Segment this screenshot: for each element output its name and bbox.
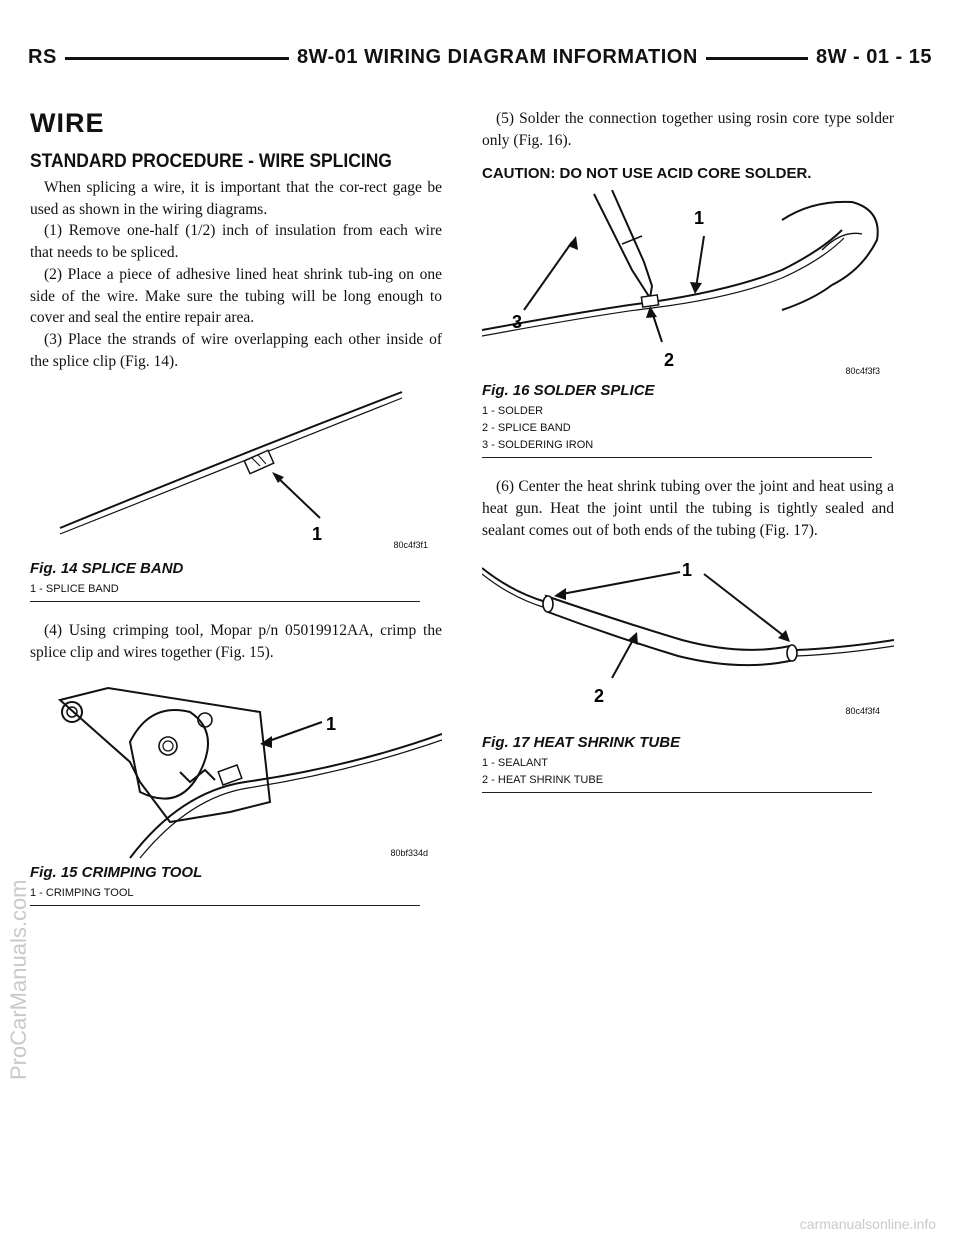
figure-caption: Fig. 17 HEAT SHRINK TUBE [482, 733, 681, 751]
splice-band-illustration [30, 378, 442, 558]
footer-watermark: carmanualsonline.info [799, 1216, 936, 1232]
header-model-code: RS [28, 46, 65, 69]
right-column [482, 108, 894, 793]
callout-1: 1 [694, 208, 705, 229]
header-page-number: 8W - 01 - 15 [808, 46, 932, 69]
legend-item: 1 - SOLDER [482, 405, 544, 418]
step-4: (4) Using crimping tool, Mopar p/n 05019912AA, crimp the splice clip and wires together (Fig. 15). [30, 622, 442, 662]
figure-14 [30, 378, 442, 602]
intro-paragraph: When splicing a wire, it is important that the cor-rect gage be used as shown in the wiring diagrams. [30, 179, 442, 218]
callout-2: 2 [594, 685, 605, 706]
heat-shrink-tube-illustration [482, 552, 894, 732]
figure-16 [482, 190, 894, 458]
legend-item: 1 - CRIMPING TOOL [30, 886, 134, 899]
crimping-tool-illustration [30, 672, 442, 862]
solder-splice-illustration [482, 190, 894, 380]
caution-note: CAUTION: DO NOT USE ACID CORE SOLDER. [482, 165, 812, 183]
figure-15 [30, 672, 442, 906]
figure-code: 80bf334d [390, 847, 428, 858]
figure-code: 80c4f3f1 [393, 540, 428, 551]
figure-code: 80c4f3f4 [845, 705, 880, 716]
subsection-title: STANDARD PROCEDURE - WIRE SPLICING [30, 151, 392, 172]
legend-item: 1 - SEALANT [482, 756, 549, 769]
figure-rule [30, 601, 420, 602]
side-watermark: ProCarManuals.com [6, 879, 31, 1080]
step-2: (2) Place a piece of adhesive lined heat shrink tub-ing on one side of the wire. Make sure the tubing will be long enough to cover and seal the entire repair area. [30, 265, 442, 327]
section-title: WIRE [30, 108, 105, 138]
callout-1: 1 [312, 524, 323, 545]
callout-1: 1 [326, 713, 337, 734]
step-5: (5) Solder the connection together using rosin core type solder only (Fig. 16). [482, 110, 894, 149]
figure-caption: Fig. 14 SPLICE BAND [30, 560, 184, 578]
page-header [28, 42, 932, 72]
legend-item: 2 - SPLICE BAND [482, 422, 571, 435]
step-6: (6) Center the heat shrink tubing over the joint and heat using a heat gun. Heat the joint until the tubing is tightly sealed and sealant comes out of both ends of the tubing (Fig. 17). [482, 478, 894, 539]
step-3: (3) Place the strands of wire overlapping each other inside of the splice clip (Fig. 14). [30, 330, 442, 370]
legend-item: 3 - SOLDERING IRON [482, 439, 594, 452]
figure-code: 80c4f3f3 [845, 366, 880, 377]
figure-rule [482, 792, 872, 793]
figure-caption: Fig. 15 CRIMPING TOOL [30, 863, 203, 881]
figure-17 [482, 552, 894, 793]
header-section-title: 8W-01 WIRING DIAGRAM INFORMATION [289, 46, 706, 69]
figure-caption: Fig. 16 SOLDER SPLICE [482, 382, 655, 400]
figure-rule [30, 905, 420, 906]
callout-3: 3 [512, 312, 523, 333]
left-column [30, 96, 442, 906]
legend-item: 1 - SPLICE BAND [30, 583, 119, 596]
callout-2: 2 [664, 350, 675, 371]
figure-rule [482, 457, 872, 458]
callout-1: 1 [682, 559, 693, 580]
legend-item: 2 - HEAT SHRINK TUBE [482, 773, 604, 786]
step-1: (1) Remove one-half (1/2) inch of insulation from each wire that needs to be spliced. [30, 222, 442, 262]
